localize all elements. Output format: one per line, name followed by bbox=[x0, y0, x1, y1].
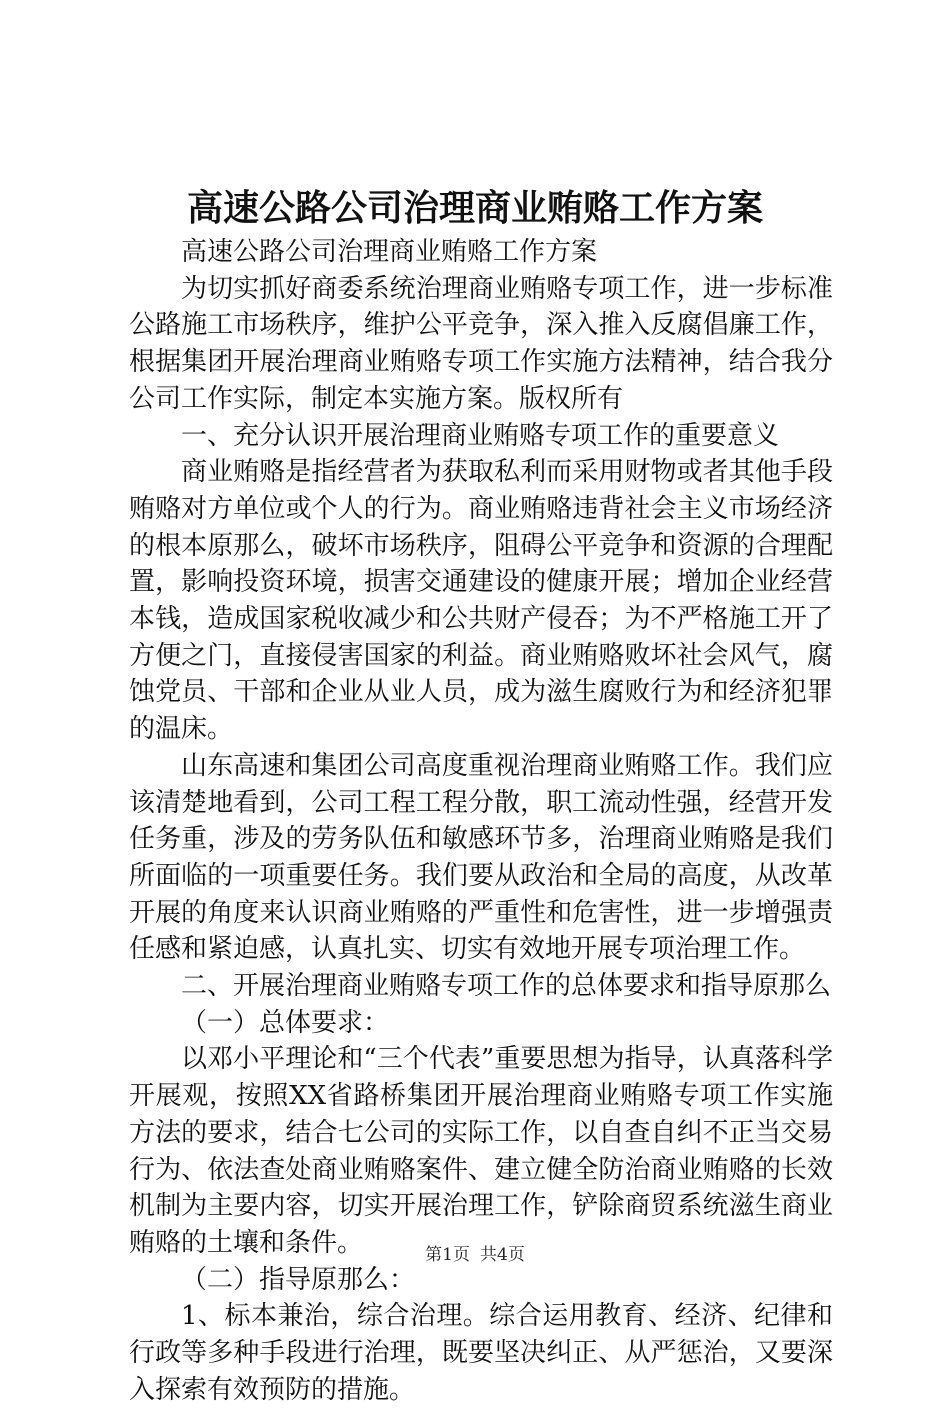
paragraph-importance: 山东高速和集团公司高度重视治理商业贿赂工作。我们应该清楚地看到，公司工程工程分散，职工流动性强，经营开发任务重，涉及的劳务队伍和敏感环节多，治理商业贿赂是我们所面临的一项重要任务。我们要从政治和全局的高度，从改革开展的角度来认识商业贿赂的严重性和危害性，进一步增强责任感和紧迫感，认真扎实、切实有效地开展专项治理工作。 bbox=[129, 750, 833, 965]
page-number: 第1页 bbox=[425, 1245, 470, 1265]
subsection-heading-1: （一）总体要求： bbox=[181, 1007, 390, 1038]
paragraph-requirements: 以邓小平理论和“三个代表”重要思想为指导，认真落科学开展观，按照XX省路桥集团开展治理商业贿赂专项工作实施方法的要求，结合七公司的实际工作，以自查自纠不正当交易行为、依法查处商业贿赂案件、建立健全防治商业贿赂的长效机制为主要内容，切实开展治理工作，铲除商贸系统滋生商业贿赂的土壤和条件。 bbox=[129, 1044, 833, 1258]
section-heading-1: 一、充分认识开展治理商业贿赂专项工作的重要意义 bbox=[181, 420, 780, 451]
document-body bbox=[129, 234, 833, 1409]
page-total: 共4页 bbox=[480, 1245, 525, 1265]
paragraph-subtitle: 高速公路公司治理商业贿赂工作方案 bbox=[181, 237, 598, 267]
paragraph-intro: 为切实抓好商委系统治理商业贿赂专项工作，进一步标准公路施工市场秩序，维护公平竞争，深入推入反腐倡廉工作，根据集团开展治理商业贿赂专项工作实施方法精神，结合我分公司工作实际，制定本实施方案。版权所有 bbox=[129, 273, 833, 414]
paragraph-principle-1: 1、标本兼治，综合治理。综合运用教育、经济、纪律和行政等多种手段进行治理，既要坚决纠正、从严惩治，又要深入探索有效预防的措施。 bbox=[129, 1301, 833, 1405]
page-footer bbox=[0, 1244, 950, 1266]
section-heading-2: 二、开展治理商业贿赂专项工作的总体要求和指导原那么 bbox=[181, 971, 832, 1002]
subsection-heading-2: （二）指导原那么： bbox=[181, 1264, 416, 1295]
paragraph-definition: 商业贿赂是指经营者为获取私利而采用财物或者其他手段贿赂对方单位或个人的行为。商业贿赂违背社会主义市场经济的根本原那么，破坏市场秩序，阻碍公平竞争和资源的合理配置，影响投资环境，损害交通建设的健康开展；增加企业经营本钱，造成国家税收减少和公共财产侵吞；为不严格施工开了方便之门，直接侵害国家的利益。商业贿赂败坏社会风气，腐蚀党员、干部和企业从业人员，成为滋生腐败行为和经济犯罪的温床。 bbox=[129, 457, 833, 745]
document-title: 高速公路公司治理商业贿赂工作方案 bbox=[186, 187, 763, 229]
